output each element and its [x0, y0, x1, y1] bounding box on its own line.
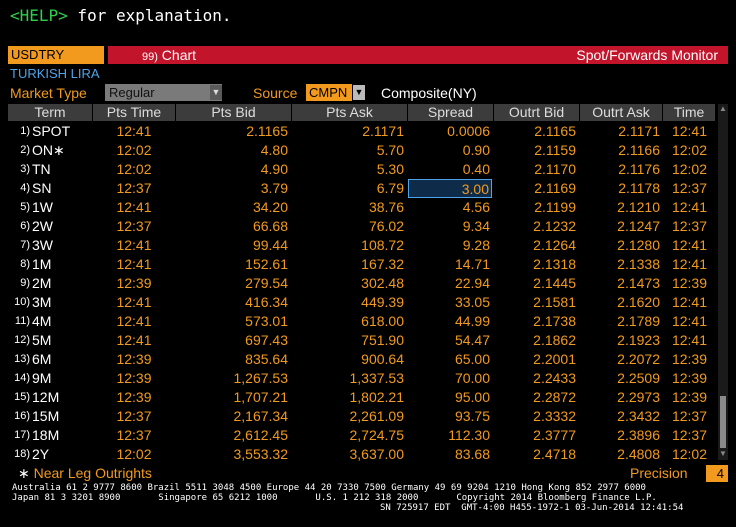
controls-row — [10, 84, 730, 102]
outrt-bid-cell: 2.1170 — [534, 161, 576, 177]
title-bar — [8, 46, 728, 64]
pts-bid-cell: 1,707.21 — [233, 389, 288, 405]
time-cell: 12:37 — [671, 427, 708, 443]
pts-bid-cell: 66.68 — [252, 218, 288, 234]
row-index[interactable]: 9) — [20, 277, 30, 289]
table-row[interactable] — [8, 122, 716, 141]
chevron-down-icon[interactable]: ▼ — [210, 85, 222, 100]
column-header-pts-time[interactable]: Pts Time — [93, 104, 176, 121]
term-cell[interactable]: 6M — [32, 351, 52, 367]
row-index[interactable]: 4) — [20, 182, 30, 194]
outrt-bid-cell: 2.1264 — [533, 237, 576, 253]
pts-ask-cell: 751.90 — [361, 332, 404, 348]
precision-label: Precision — [630, 465, 688, 481]
row-index[interactable]: 13) — [14, 353, 30, 365]
outrt-ask-cell: 2.1280 — [617, 237, 660, 253]
pts-ask-cell: 302.48 — [361, 275, 404, 291]
row-index[interactable]: 7) — [20, 239, 30, 251]
row-index[interactable]: 8) — [20, 258, 30, 270]
spread-cell: 93.75 — [454, 408, 490, 424]
time-cell: 12:37 — [671, 180, 708, 196]
outrt-bid-cell: 2.4718 — [533, 446, 576, 462]
scroll-up-icon[interactable]: ▲ — [719, 104, 727, 113]
pts-ask-cell: 3,637.00 — [349, 446, 404, 462]
outrt-ask-cell: 2.3896 — [617, 427, 660, 443]
row-index[interactable]: 12) — [14, 334, 30, 346]
pts-time-cell: 12:37 — [116, 218, 152, 234]
pts-bid-cell: 416.34 — [245, 294, 288, 310]
pts-time-cell: 12:39 — [116, 351, 152, 367]
help-key[interactable]: <HELP> — [10, 6, 68, 25]
outrt-bid-cell: 2.3777 — [533, 427, 576, 443]
pts-bid-cell: 835.64 — [245, 351, 288, 367]
pts-ask-cell: 1,802.21 — [349, 389, 404, 405]
time-cell: 12:41 — [671, 294, 708, 310]
column-header-outrt-bid[interactable]: Outrt Bid — [494, 104, 580, 121]
pts-time-cell: 12:37 — [116, 427, 152, 443]
pts-ask-cell: 5.70 — [376, 142, 404, 158]
pts-ask-cell: 38.76 — [368, 199, 404, 215]
chart-button[interactable] — [142, 46, 196, 66]
footer-contacts-line: Australia 61 2 9777 8600 Brazil 5511 3048 4500 Europe 44 20 7330 7500 Germany 49 69 9204 1210 Hong Kong 852 2977 6000 — [12, 483, 646, 493]
spread-cell: 54.47 — [454, 332, 490, 348]
table-row[interactable] — [8, 331, 716, 350]
spread-cell: 33.05 — [454, 294, 490, 310]
composite-label: Composite(NY) — [381, 85, 477, 101]
term-cell[interactable]: SPOT — [32, 123, 71, 139]
outrt-bid-cell: 2.3332 — [533, 408, 576, 424]
table-header — [8, 104, 716, 122]
table-row[interactable] — [8, 160, 716, 179]
pts-time-cell: 12:41 — [116, 123, 152, 139]
term-cell[interactable]: 5M — [32, 332, 52, 348]
outrt-bid-cell: 2.1581 — [533, 294, 576, 310]
pts-ask-cell: 6.79 — [376, 180, 404, 196]
table-row[interactable] — [8, 312, 716, 331]
term-cell[interactable]: 1M — [32, 256, 52, 272]
precision-field[interactable]: 4 — [706, 465, 728, 482]
spread-cell: 0.90 — [462, 142, 490, 158]
row-index[interactable]: 14) — [14, 372, 30, 384]
term-cell[interactable]: 2W — [32, 218, 53, 234]
time-cell: 12:41 — [671, 313, 708, 329]
outrt-bid-cell: 2.1318 — [533, 256, 576, 272]
footer-copyright-line: Japan 81 3 3201 8900 Singapore 65 6212 1000 U.S. 1 212 318 2000 Copyright 2014 Bloomberg Finance L.P. — [12, 493, 657, 503]
outrt-bid-cell: 2.1738 — [533, 313, 576, 329]
spread-cell: 95.00 — [454, 389, 490, 405]
pts-bid-cell: 99.44 — [252, 237, 288, 253]
table-row[interactable] — [8, 255, 716, 274]
time-cell: 12:39 — [671, 389, 708, 405]
pts-ask-cell: 449.39 — [361, 294, 404, 310]
outrt-ask-cell: 2.1178 — [618, 180, 660, 196]
term-cell[interactable]: SN — [32, 180, 52, 196]
outrt-ask-cell: 2.3432 — [617, 408, 660, 424]
table-row[interactable] — [8, 388, 716, 407]
pts-time-cell: 12:41 — [116, 332, 152, 348]
time-cell: 12:02 — [671, 446, 708, 462]
pts-time-cell: 12:41 — [116, 294, 152, 310]
column-header-pts-bid[interactable]: Pts Bid — [176, 104, 292, 121]
row-index[interactable]: 18) — [14, 448, 30, 460]
spread-cell: 0.0006 — [447, 123, 490, 139]
outrt-bid-cell: 2.1159 — [534, 142, 576, 158]
term-cell[interactable]: 1W — [32, 199, 53, 215]
row-index[interactable]: 11) — [14, 315, 30, 327]
term-cell[interactable]: 2Y — [32, 446, 50, 462]
outrt-bid-cell: 2.2001 — [533, 351, 576, 367]
pts-ask-cell: 76.02 — [368, 218, 404, 234]
pts-time-cell: 12:02 — [116, 161, 152, 177]
table-row[interactable] — [8, 350, 716, 369]
spread-cell: 112.30 — [448, 427, 490, 443]
pts-ask-cell: 2,724.75 — [349, 427, 404, 443]
spread-cell: 0.40 — [462, 161, 490, 177]
outrt-ask-cell: 2.1473 — [617, 275, 660, 291]
time-cell: 12:41 — [671, 256, 708, 272]
scrollbar[interactable] — [718, 104, 728, 460]
pts-time-cell: 12:41 — [116, 237, 152, 253]
pts-time-cell: 12:02 — [116, 446, 152, 462]
pts-bid-cell: 3,553.32 — [233, 446, 288, 462]
row-index[interactable]: 3) — [20, 163, 30, 175]
outrt-ask-cell: 2.1789 — [617, 313, 660, 329]
spread-cell: 4.56 — [462, 199, 490, 215]
time-cell: 12:41 — [671, 199, 708, 215]
time-cell: 12:02 — [671, 161, 708, 177]
pts-time-cell: 12:02 — [116, 142, 152, 158]
row-index[interactable]: 10) — [14, 296, 30, 308]
outrt-bid-cell: 2.1165 — [534, 123, 576, 139]
spread-cell: 44.99 — [454, 313, 490, 329]
outrt-ask-cell: 2.4808 — [617, 446, 660, 462]
table-row[interactable] — [8, 198, 716, 217]
pts-bid-cell: 2,612.45 — [233, 427, 288, 443]
time-cell: 12:39 — [671, 275, 708, 291]
pts-bid-cell: 1,267.53 — [233, 370, 288, 386]
row-index[interactable]: 15) — [14, 391, 30, 403]
outrt-ask-cell: 2.1923 — [617, 332, 660, 348]
time-cell: 12:41 — [671, 237, 708, 253]
table-row[interactable] — [8, 407, 716, 426]
pts-bid-cell: 279.54 — [245, 275, 288, 291]
currency-name: TURKISH LIRA — [10, 66, 100, 81]
term-cell[interactable]: ON∗ — [32, 142, 65, 158]
time-cell: 12:37 — [671, 408, 708, 424]
outrt-ask-cell: 2.1620 — [617, 294, 660, 310]
pts-time-cell: 12:39 — [116, 389, 152, 405]
outrt-ask-cell: 2.1166 — [618, 142, 660, 158]
function-bar — [108, 46, 728, 64]
forwards-table — [8, 104, 716, 464]
table-body — [8, 122, 716, 464]
pts-time-cell: 12:39 — [116, 275, 152, 291]
source-label: Source — [253, 85, 298, 101]
pts-ask-cell: 1,337.53 — [349, 370, 404, 386]
table-row[interactable] — [8, 274, 716, 293]
time-cell: 12:39 — [671, 370, 708, 386]
pts-time-cell: 12:41 — [116, 256, 152, 272]
column-header-time[interactable]: Time — [663, 104, 716, 121]
term-cell[interactable]: 2M — [32, 275, 52, 291]
chevron-down-icon[interactable]: ▼ — [353, 85, 365, 100]
outrt-ask-cell: 2.1338 — [617, 256, 660, 272]
pts-time-cell: 12:39 — [116, 370, 152, 386]
pts-bid-cell: 4.90 — [260, 161, 288, 177]
scrollbar-thumb[interactable] — [720, 396, 726, 448]
pts-bid-cell: 2.1165 — [246, 123, 288, 139]
spread-cell: 83.68 — [454, 446, 490, 462]
column-header-term[interactable]: Term — [8, 104, 93, 121]
help-text: for explanation. — [67, 6, 232, 25]
term-cell[interactable]: 15M — [32, 408, 60, 424]
term-cell[interactable]: 3M — [32, 294, 52, 310]
spread-cell: 3.00 — [408, 179, 492, 198]
row-index[interactable]: 1) — [20, 125, 30, 137]
time-cell: 12:37 — [671, 218, 708, 234]
row-index[interactable]: 2) — [20, 144, 30, 156]
pts-time-cell: 12:41 — [116, 313, 152, 329]
outrt-bid-cell: 2.1232 — [533, 218, 576, 234]
ticker-field[interactable]: USDTRY — [8, 46, 104, 64]
row-index[interactable]: 16) — [14, 410, 30, 422]
chart-button-number: 99) — [142, 51, 158, 63]
pts-bid-cell: 697.43 — [245, 332, 288, 348]
spread-cell: 70.00 — [454, 370, 490, 386]
spread-cell: 14.71 — [454, 256, 490, 272]
outrt-ask-cell: 2.1247 — [617, 218, 660, 234]
term-cell[interactable]: 3W — [32, 237, 53, 253]
table-row[interactable] — [8, 369, 716, 388]
time-cell: 12:39 — [671, 351, 708, 367]
near-leg-label: Near Leg Outrights — [33, 465, 152, 481]
market-type-select[interactable]: Regular — [105, 84, 222, 101]
outrt-ask-cell: 2.2973 — [617, 389, 660, 405]
pts-bid-cell: 152.61 — [245, 256, 288, 272]
row-index[interactable]: 6) — [20, 220, 30, 232]
pts-ask-cell: 108.72 — [361, 237, 404, 253]
table-row[interactable] — [8, 141, 716, 160]
table-row[interactable] — [8, 179, 716, 198]
pts-time-cell: 12:37 — [116, 180, 152, 196]
table-row[interactable] — [8, 236, 716, 255]
time-cell: 12:02 — [671, 142, 708, 158]
page-title: Spot/Forwards Monitor — [576, 47, 718, 63]
pts-bid-cell: 2,167.34 — [233, 408, 288, 424]
pts-time-cell: 12:37 — [116, 408, 152, 424]
time-cell: 12:41 — [671, 332, 708, 348]
column-header-outrt-ask[interactable]: Outrt Ask — [580, 104, 663, 121]
column-header-spread[interactable]: Spread — [408, 104, 494, 121]
outrt-ask-cell: 2.1176 — [618, 161, 660, 177]
pts-bid-cell: 4.80 — [260, 142, 288, 158]
table-row[interactable] — [8, 217, 716, 236]
spread-cell: 9.34 — [462, 218, 490, 234]
outrt-ask-cell: 2.2509 — [617, 370, 660, 386]
spread-cell: 22.94 — [454, 275, 490, 291]
pts-bid-cell: 573.01 — [245, 313, 288, 329]
table-row[interactable] — [8, 426, 716, 445]
outrt-bid-cell: 2.2433 — [533, 370, 576, 386]
pts-ask-cell: 900.64 — [361, 351, 404, 367]
term-cell[interactable]: 12M — [32, 389, 60, 405]
row-index[interactable]: 17) — [14, 429, 30, 441]
column-header-pts-ask[interactable]: Pts Ask — [292, 104, 408, 121]
outrt-bid-cell: 2.1169 — [534, 180, 576, 196]
outrt-bid-cell: 2.1862 — [533, 332, 576, 348]
outrt-ask-cell: 2.1171 — [618, 123, 660, 139]
term-cell[interactable]: 4M — [32, 313, 52, 329]
outrt-bid-cell: 2.1445 — [533, 275, 576, 291]
chart-button-label: Chart — [161, 47, 197, 63]
pts-ask-cell: 2.1171 — [362, 123, 404, 139]
asterisk-icon: ∗ — [18, 465, 30, 481]
outrt-bid-cell: 2.1199 — [534, 199, 576, 215]
pts-ask-cell: 2,261.09 — [349, 408, 404, 424]
pts-ask-cell: 5.30 — [376, 161, 404, 177]
pts-time-cell: 12:41 — [116, 199, 152, 215]
spread-cell: 9.28 — [462, 237, 490, 253]
row-index[interactable]: 5) — [20, 201, 30, 213]
time-cell: 12:41 — [671, 123, 708, 139]
pts-bid-cell: 34.20 — [252, 199, 288, 215]
help-line — [10, 6, 232, 25]
outrt-ask-cell: 2.2072 — [617, 351, 660, 367]
pts-ask-cell: 167.32 — [361, 256, 404, 272]
footer-session-line: SN 725917 EDT GMT-4:00 H455-1972-1 03-Jun-2014 12:41:54 — [380, 503, 684, 513]
scroll-down-icon[interactable]: ▼ — [719, 449, 727, 458]
market-type-label: Market Type — [10, 85, 87, 101]
outrt-ask-cell: 2.1210 — [617, 199, 660, 215]
term-cell[interactable]: 9M — [32, 370, 52, 386]
term-cell[interactable]: 18M — [32, 427, 60, 443]
table-row[interactable] — [8, 445, 716, 464]
source-select[interactable]: CMPN — [306, 84, 352, 101]
outrt-bid-cell: 2.2872 — [533, 389, 576, 405]
spread-cell: 65.00 — [454, 351, 490, 367]
pts-ask-cell: 618.00 — [361, 313, 404, 329]
near-leg-note — [18, 465, 152, 482]
term-cell[interactable]: TN — [32, 161, 51, 177]
pts-bid-cell: 3.79 — [260, 180, 288, 196]
table-row[interactable] — [8, 293, 716, 312]
